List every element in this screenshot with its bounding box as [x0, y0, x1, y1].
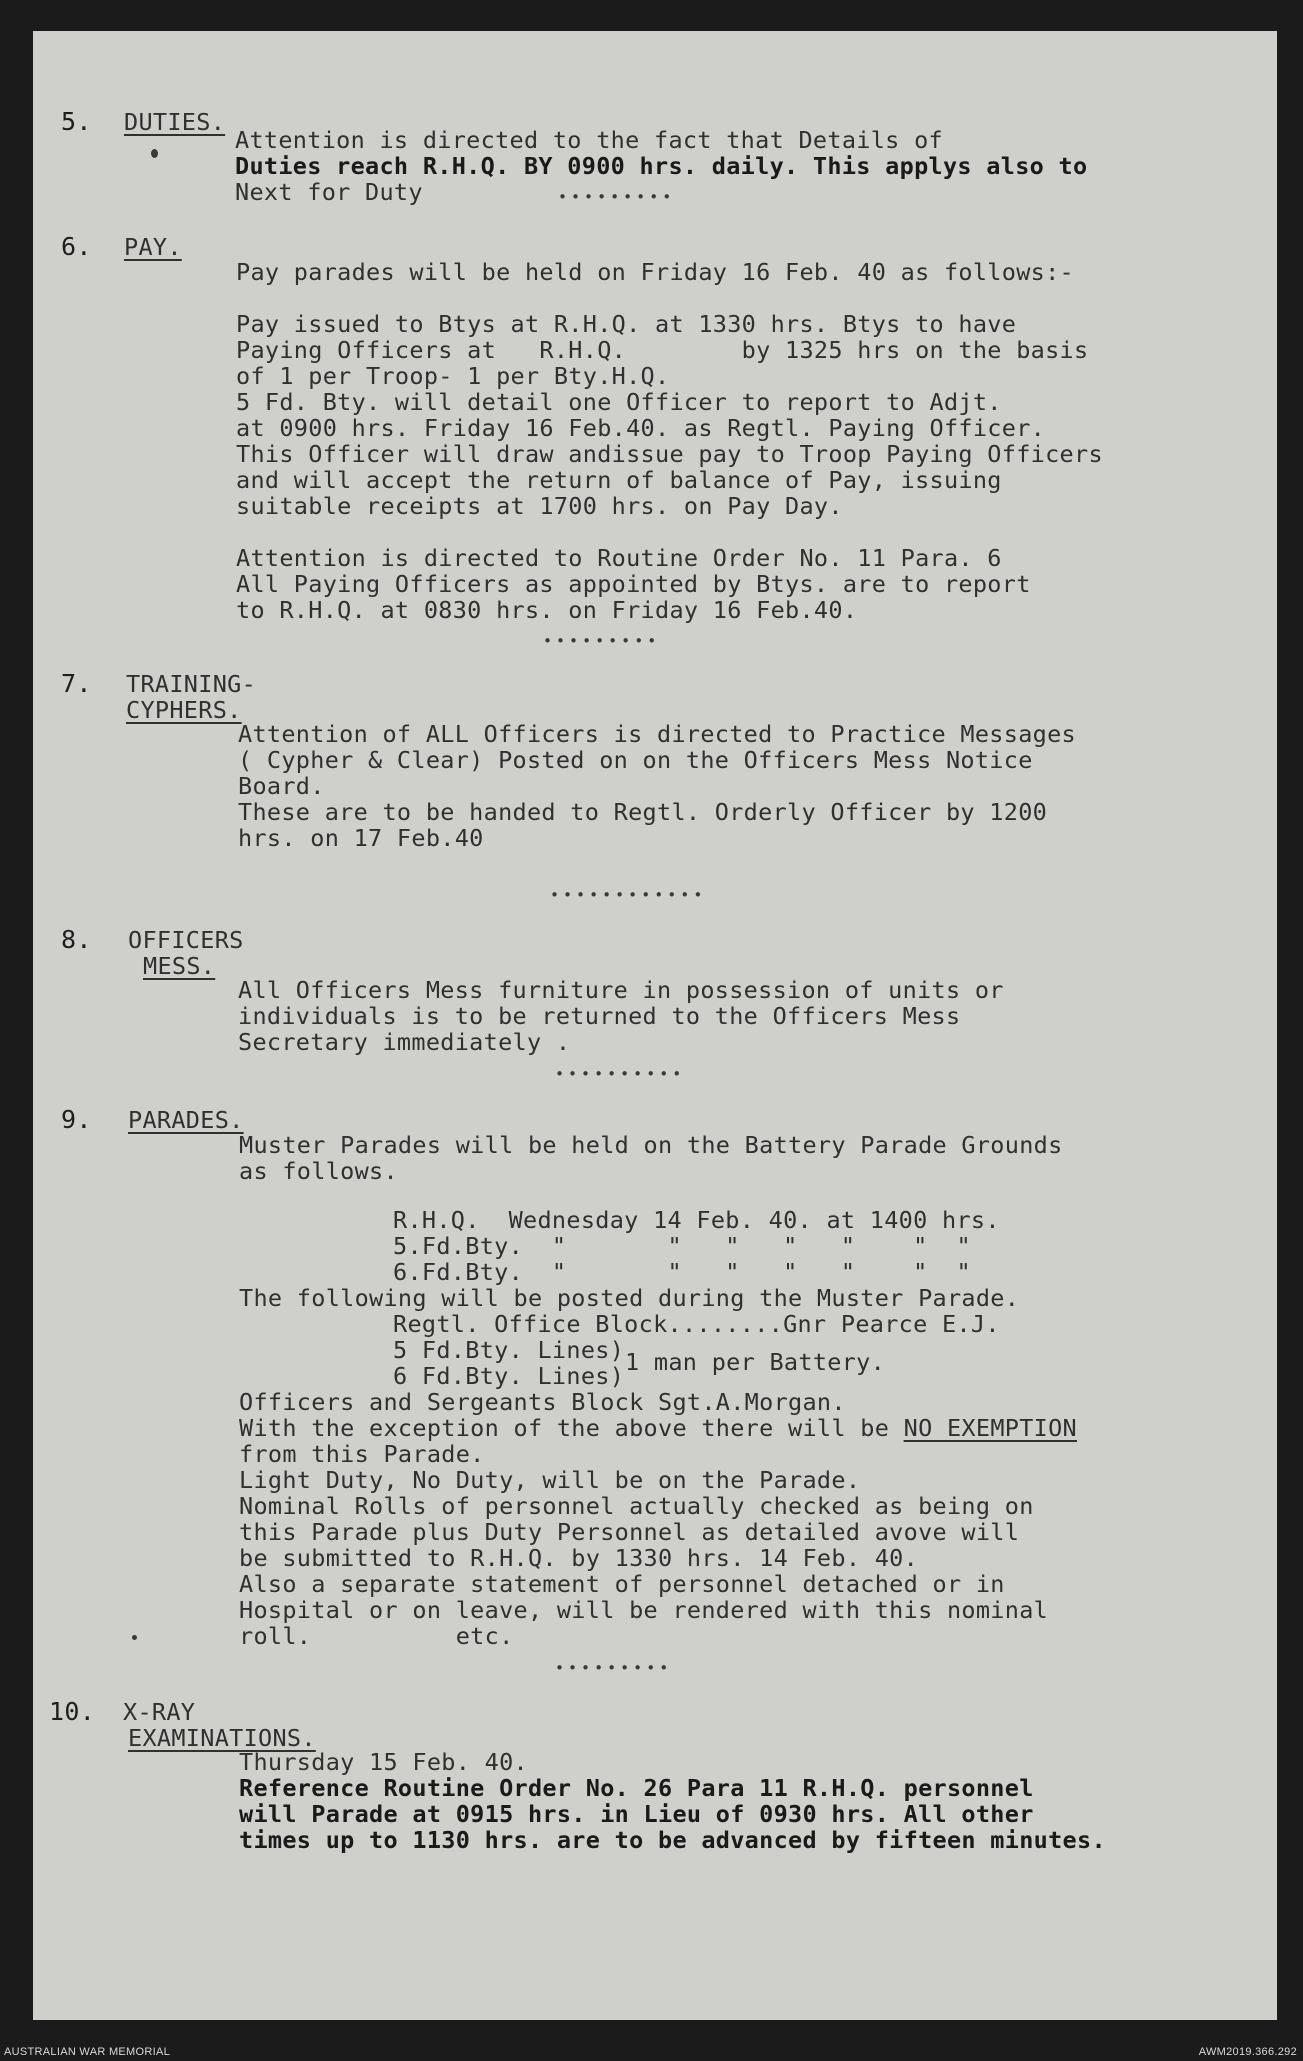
section-7-heading-1: TRAINING-: [126, 670, 257, 698]
section-7-line-4: These are to be handed to Regtl. Orderly Officer by 1200: [238, 798, 1048, 826]
section-9-separator: •••••••••: [555, 1659, 673, 1677]
section-9-line-12: from this Parade.: [239, 1440, 485, 1468]
section-7-line-3: Board.: [238, 772, 325, 800]
section-9-line-6: The following will be posted during the Muster Parade.: [239, 1284, 1020, 1312]
section-10-heading-2: EXAMINATIONS.: [128, 1724, 316, 1752]
section-5-line-1: Attention is directed to the fact that Details of: [235, 126, 943, 154]
section-7-separator: ••••••••••••: [550, 886, 707, 904]
section-8-line-1: All Officers Mess furniture in possession of units or: [238, 976, 1004, 1004]
section-6-heading: PAY.: [124, 233, 182, 261]
section-7-line-1: Attention of ALL Officers is directed to Practice Messages: [238, 720, 1076, 748]
section-8-heading-1: OFFICERS: [128, 926, 244, 954]
section-7-line-2: ( Cypher & Clear) Posted on on the Officers Mess Notice: [238, 746, 1033, 774]
no-exemption-text: NO EXEMPTION: [903, 1414, 1078, 1442]
section-8-separator: ••••••••••: [555, 1065, 686, 1083]
section-7-line-5: hrs. on 17 Feb.40: [238, 824, 484, 852]
exception-text: With the exception of the above there will be: [239, 1414, 904, 1442]
section-6-line-1: Pay parades will be held on Friday 16 Feb. 40 as follows:-: [236, 258, 1074, 286]
section-6-line-11: All Paying Officers as appointed by Btys. are to report: [236, 570, 1031, 598]
section-7-heading-2: CYPHERS.: [126, 696, 242, 724]
section-10-number: 10.: [49, 1697, 96, 1726]
section-9-line-14: Nominal Rolls of personnel actually checked as being on: [239, 1492, 1034, 1520]
section-9-number: 9.: [61, 1105, 92, 1134]
section-9-line-10: Officers and Sergeants Block Sgt.A.Morgan.: [239, 1388, 846, 1416]
section-6-line-3: Paying Officers at R.H.Q. by 1325 hrs on the basis: [236, 336, 1089, 364]
section-9-line-7: Regtl. Office Block........Gnr Pearce E.J.: [393, 1310, 1000, 1338]
section-8-heading-2: MESS.: [143, 952, 216, 980]
section-6-line-6: at 0900 hrs. Friday 16 Feb.40. as Regtl. Paying Officer.: [236, 414, 1046, 442]
section-9-line-9: 6 Fd.Bty. Lines): [393, 1362, 625, 1390]
archive-reference: AWM2019.366.292: [1198, 2046, 1297, 2058]
section-9-line-19: roll. etc.: [239, 1622, 514, 1650]
section-9-line-11: [239, 1415, 1077, 1441]
section-7-number: 7.: [61, 669, 92, 698]
section-9-schedule-6fd: 6.Fd.Bty. " " " " " " ": [393, 1258, 971, 1286]
section-8-line-2: individuals is to be returned to the Officers Mess: [238, 1002, 961, 1030]
section-9-line-1: Muster Parades will be held on the Battery Parade Grounds: [239, 1131, 1063, 1159]
section-5-line-2: Duties reach R.H.Q. BY 0900 hrs. daily. This applys also to: [235, 152, 1088, 180]
stray-ink-dot: [132, 1635, 137, 1640]
section-9-schedule-rhq: R.H.Q. Wednesday 14 Feb. 40. at 1400 hrs.: [393, 1206, 1000, 1234]
document-page: [33, 31, 1277, 2020]
section-9-line-18: Hospital or on leave, will be rendered with this nominal: [239, 1596, 1049, 1624]
section-6-line-12: to R.H.Q. at 0830 hrs. on Friday 16 Feb.40.: [236, 596, 858, 624]
section-9-schedule-5fd: 5.Fd.Bty. " " " " " " ": [393, 1232, 971, 1260]
section-9-line-15: this Parade plus Duty Personnel as detailed avove will: [239, 1518, 1020, 1546]
section-6-line-2: Pay issued to Btys at R.H.Q. at 1330 hrs. Btys to have: [236, 310, 1017, 338]
section-6-separator: •••••••••: [543, 632, 661, 650]
section-9-man-per-battery: 1 man per Battery.: [625, 1348, 886, 1376]
section-6-line-10: Attention is directed to Routine Order No. 11 Para. 6: [236, 544, 1002, 572]
section-10-line-1: Thursday 15 Feb. 40.: [239, 1748, 528, 1776]
section-9-line-13: Light Duty, No Duty, will be on the Parade.: [239, 1466, 861, 1494]
section-6-line-5: 5 Fd. Bty. will detail one Officer to report to Adjt.: [236, 388, 1002, 416]
section-6-line-8: and will accept the return of balance of Pay, issuing: [236, 466, 1002, 494]
section-5-heading: DUTIES.: [124, 108, 226, 136]
section-10-heading-1: X-RAY: [123, 1698, 196, 1726]
section-6-line-9: suitable receipts at 1700 hrs. on Pay Day.: [236, 492, 843, 520]
section-6-line-4: of 1 per Troop- 1 per Bty.H.Q.: [236, 362, 670, 390]
stray-ink-mark: [151, 149, 158, 158]
section-9-line-8: 5 Fd.Bty. Lines): [393, 1336, 625, 1364]
section-10-line-2: Reference Routine Order No. 26 Para 11 R.H.Q. personnel: [239, 1774, 1034, 1802]
section-5-separator: •••••••••: [558, 188, 676, 206]
section-10-line-3: will Parade at 0915 hrs. in Lieu of 0930 hrs. All other: [239, 1800, 1034, 1828]
section-9-line-2: as follows.: [239, 1157, 398, 1185]
section-8-number: 8.: [61, 925, 92, 954]
section-6-number: 6.: [61, 232, 92, 261]
section-5-line-3: Next for Duty: [235, 178, 423, 206]
archive-credit: AUSTRALIAN WAR MEMORIAL: [4, 2046, 171, 2058]
section-9-heading: PARADES.: [128, 1106, 244, 1134]
section-8-line-3: Secretary immediately .: [238, 1028, 571, 1056]
section-6-line-7: This Officer will draw andissue pay to Troop Paying Officers: [236, 440, 1103, 468]
typed-orders: [33, 31, 1277, 2020]
section-9-line-16: be submitted to R.H.Q. by 1330 hrs. 14 Feb. 40.: [239, 1544, 919, 1572]
section-9-line-17: Also a separate statement of personnel detached or in: [239, 1570, 1005, 1598]
section-10-line-4: times up to 1130 hrs. are to be advanced by fifteen minutes.: [239, 1826, 1106, 1854]
section-5-number: 5.: [61, 107, 92, 136]
